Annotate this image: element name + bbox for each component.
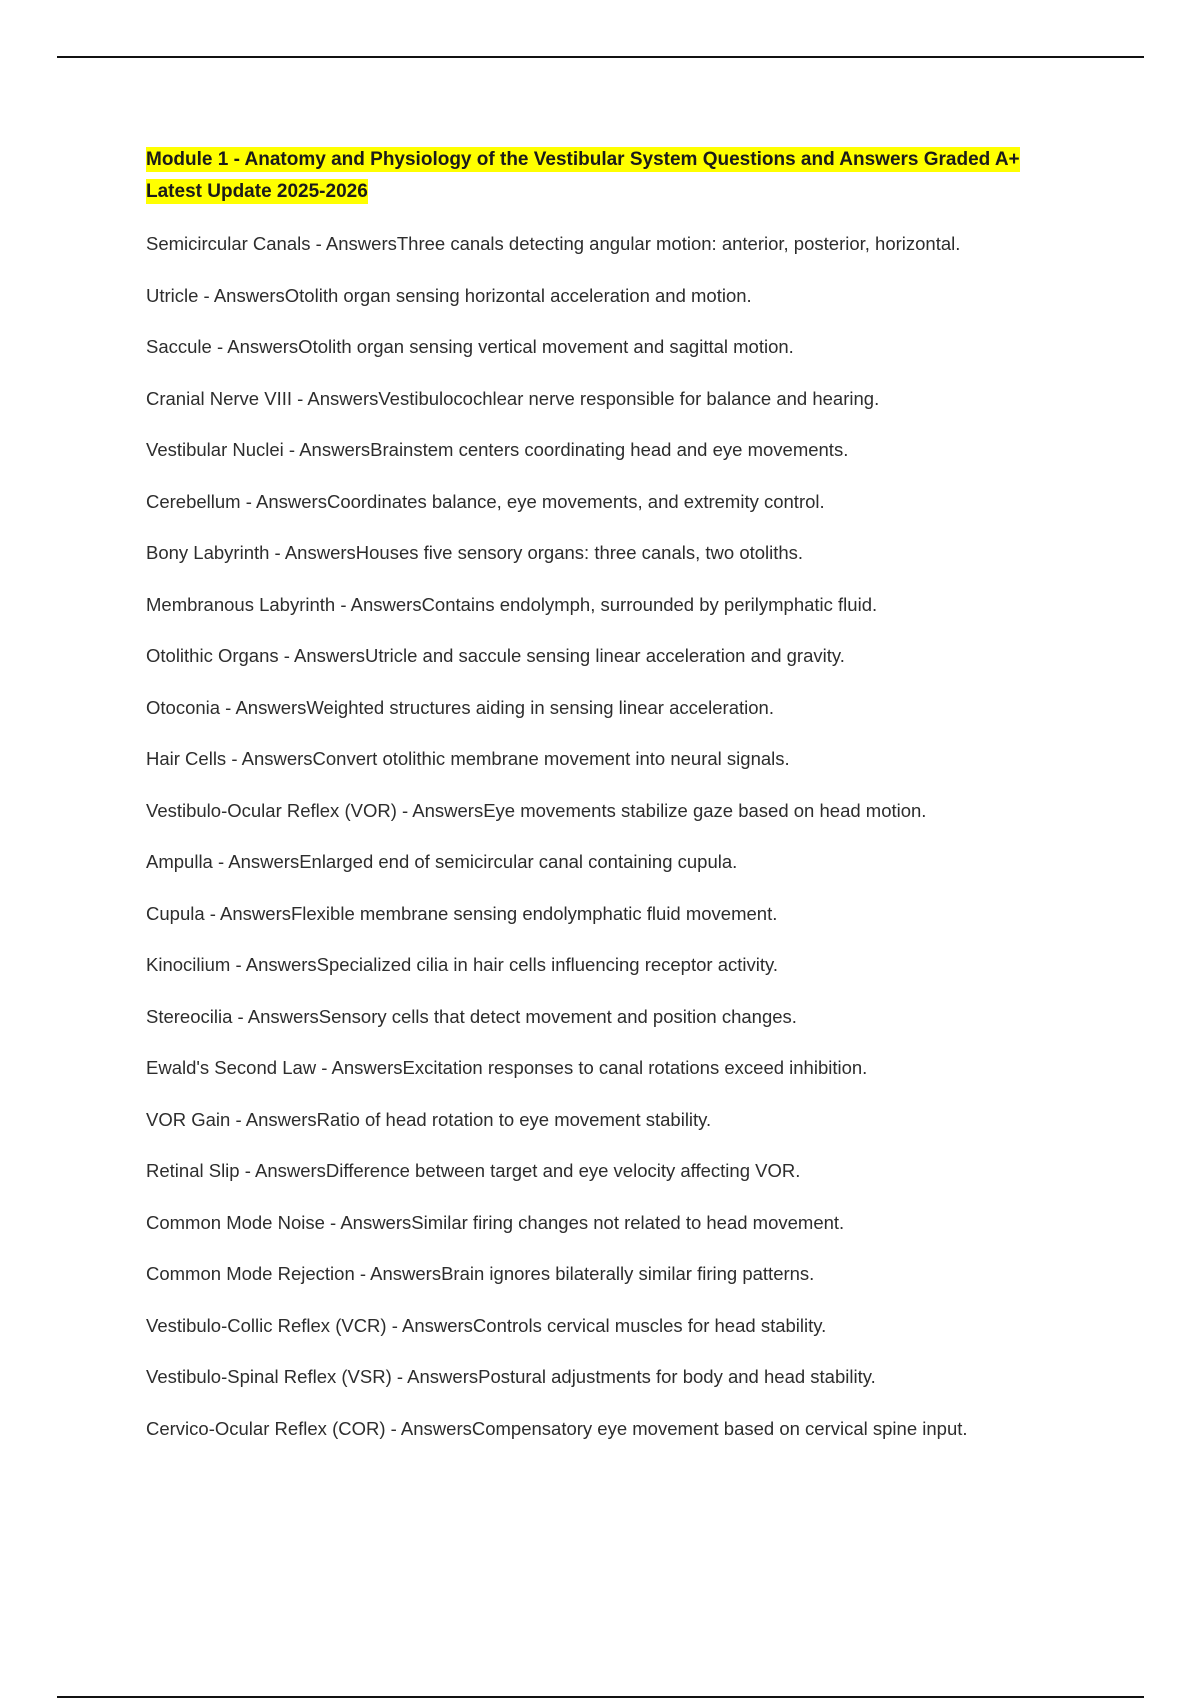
qa-item-stereocilia: Stereocilia - AnswersSensory cells that detect movement and position changes. <box>146 1005 797 1027</box>
qa-list <box>146 218 1146 1454</box>
title-line-2: Latest Update 2025-2026 <box>146 181 368 202</box>
qa-item-cor: Cervico-Ocular Reflex (COR) - AnswersCompensatory eye movement based on cervical spine input. <box>146 1417 968 1439</box>
qa-item-cranial-nerve-viii: Cranial Nerve VIII - AnswersVestibulocochlear nerve responsible for balance and hearing. <box>146 387 880 409</box>
qa-item-vestibular-nuclei: Vestibular Nuclei - AnswersBrainstem centers coordinating head and eye movements. <box>146 439 849 460</box>
qa-item-bony-labyrinth: Bony Labyrinth - AnswersHouses five sensory organs: three canals, two otoliths. <box>146 542 804 563</box>
title-line-1: Module 1 - Anatomy and Physiology of the Vestibular System Questions and Answers Graded A+ <box>146 149 1020 170</box>
document-title <box>146 144 1146 208</box>
document-body <box>146 144 1146 1454</box>
qa-item-cerebellum: Cerebellum - AnswersCoordinates balance, eye movements, and extremity control. <box>146 490 825 512</box>
qa-item-cupula: Cupula - AnswersFlexible membrane sensing endolymphatic fluid movement. <box>146 902 778 924</box>
qa-item-vcr: Vestibulo-Collic Reflex (VCR) - AnswersControls cervical muscles for head stability. <box>146 1314 827 1336</box>
page-footer-rule <box>57 1696 1144 1698</box>
qa-item-saccule: Saccule - AnswersOtolith organ sensing vertical movement and sagittal motion. <box>146 336 794 357</box>
qa-item-semicircular-canals: Semicircular Canals - AnswersThree canals detecting angular motion: anterior, posterior, horizontal. <box>146 233 961 254</box>
qa-item-membranous-labyrinth: Membranous Labyrinth - AnswersContains endolymph, surrounded by perilymphatic fluid. <box>146 593 878 615</box>
qa-item-ewalds-second-law: Ewald's Second Law - AnswersExcitation responses to canal rotations exceed inhibition. <box>146 1057 868 1078</box>
qa-item-retinal-slip: Retinal Slip - AnswersDifference between target and eye velocity affecting VOR. <box>146 1160 801 1181</box>
qa-item-utricle: Utricle - AnswersOtolith organ sensing horizontal acceleration and motion. <box>146 284 752 306</box>
qa-item-otolithic-organs: Otolithic Organs - AnswersUtricle and saccule sensing linear acceleration and gravity. <box>146 645 845 666</box>
qa-item-vor: Vestibulo-Ocular Reflex (VOR) - AnswersEye movements stabilize gaze based on head motion. <box>146 799 927 821</box>
qa-item-vsr: Vestibulo-Spinal Reflex (VSR) - AnswersPostural adjustments for body and head stability. <box>146 1366 876 1387</box>
qa-item-otoconia: Otoconia - AnswersWeighted structures aiding in sensing linear acceleration. <box>146 696 774 718</box>
page-header-rule <box>57 56 1144 58</box>
qa-item-common-mode-rejection: Common Mode Rejection - AnswersBrain ignores bilaterally similar firing patterns. <box>146 1263 815 1284</box>
qa-item-vor-gain: VOR Gain - AnswersRatio of head rotation to eye movement stability. <box>146 1108 712 1130</box>
qa-item-ampulla: Ampulla - AnswersEnlarged end of semicircular canal containing cupula. <box>146 851 738 872</box>
qa-item-common-mode-noise: Common Mode Noise - AnswersSimilar firing changes not related to head movement. <box>146 1211 845 1233</box>
qa-item-kinocilium: Kinocilium - AnswersSpecialized cilia in hair cells influencing receptor activity. <box>146 954 779 975</box>
qa-item-hair-cells: Hair Cells - AnswersConvert otolithic membrane movement into neural signals. <box>146 748 790 769</box>
